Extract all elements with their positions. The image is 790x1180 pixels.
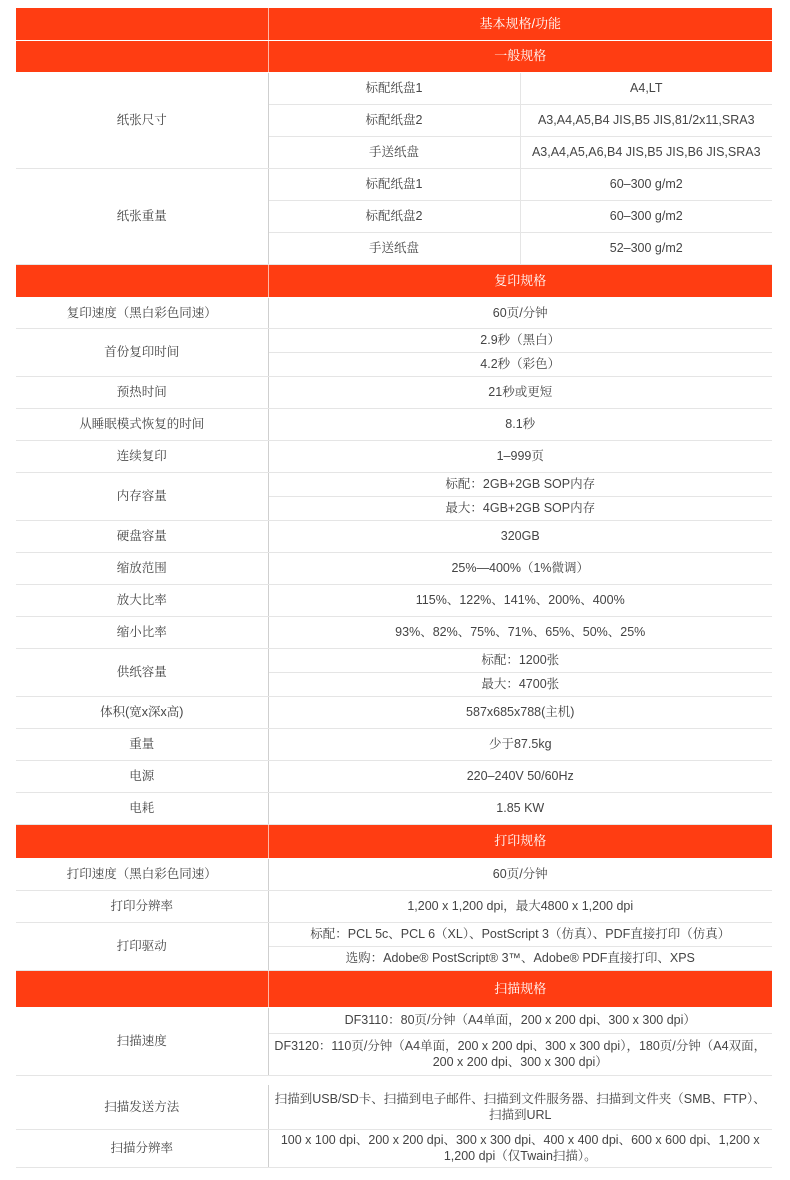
table-row [16,858,772,890]
table-row [16,520,772,552]
table-row [16,890,772,922]
spec-label: 扫描速度 [16,1007,268,1075]
spec-value: DF3120：110页/分钟（A4单面，200 x 200 dpi、300 x 300 dpi），180页/分钟（A4双面，200 x 200 dpi、300 x 300 dpi） [268,1033,772,1075]
table-row [16,1085,772,1129]
spec-value: 选购：Adobe® PostScript® 3™、Adobe® PDF直接打印、XPS [268,946,772,970]
spec-value: 标配：1200张 [268,648,772,672]
spec-value: 587x685x788(主机) [268,696,772,728]
spec-table [16,8,772,1168]
spec-label: 从睡眠模式恢复的时间 [16,408,268,440]
tray-name: 标配纸盘1 [268,168,520,200]
tray-name: 手送纸盘 [268,136,520,168]
header-copy-spec: 复印规格 [268,264,772,297]
spec-label: 复印速度（黑白彩色同速） [16,297,268,328]
spec-label: 连续复印 [16,440,268,472]
table-row [16,408,772,440]
table-row [16,760,772,792]
tray-name: 手送纸盘 [268,232,520,264]
tray-name: 标配纸盘1 [268,72,520,104]
header-scan-spec: 扫描规格 [268,970,772,1007]
spec-value: 少于87.5kg [268,728,772,760]
table-row [16,376,772,408]
spec-value: DF3110：80页/分钟（A4单面，200 x 200 dpi、300 x 300 dpi） [268,1007,772,1033]
spec-label: 硬盘容量 [16,520,268,552]
spec-label: 体积(宽x深x高) [16,696,268,728]
tray-value: 60–300 g/m2 [520,168,772,200]
spec-value: 60页/分钟 [268,858,772,890]
spec-label: 打印速度（黑白彩色同速） [16,858,268,890]
spec-value: 25%—400%（1%微调） [268,552,772,584]
spec-label: 打印分辨率 [16,890,268,922]
spacer-cell [268,1075,772,1085]
table-row [16,552,772,584]
header-blank-cell [16,970,268,1007]
spec-value: 1,200 x 1,200 dpi，最大4800 x 1,200 dpi [268,890,772,922]
spec-label: 供纸容量 [16,648,268,696]
spec-value: 2.9秒（黑白） [268,328,772,352]
spec-label: 电源 [16,760,268,792]
tray-value: A3,A4,A5,B4 JIS,B5 JIS,81/2x11,SRA3 [520,104,772,136]
header-row-general [16,40,772,72]
header-row-scan [16,970,772,1007]
spec-value: 最大：4700张 [268,672,772,696]
spec-label: 首份复印时间 [16,328,268,376]
table-row [16,168,772,200]
spec-value: 1–999页 [268,440,772,472]
header-blank-cell [16,824,268,858]
spec-label: 缩小比率 [16,616,268,648]
tray-value: 52–300 g/m2 [520,232,772,264]
table-row [16,1007,772,1033]
table-row [16,922,772,946]
spec-label: 放大比率 [16,584,268,616]
header-basic-spec: 基本规格/功能 [268,8,772,40]
spec-label: 内存容量 [16,472,268,520]
spacer-row [16,1075,772,1085]
header-row-print [16,824,772,858]
tray-value: 60–300 g/m2 [520,200,772,232]
table-row [16,328,772,352]
table-row [16,696,772,728]
header-row-copy [16,264,772,297]
header-blank-cell [16,8,268,40]
paper-size-label: 纸张尺寸 [16,72,268,168]
spec-value: 320GB [268,520,772,552]
header-blank-cell [16,40,268,72]
spec-value: 21秒或更短 [268,376,772,408]
tray-value: A4,LT [520,72,772,104]
tray-name: 标配纸盘2 [268,104,520,136]
table-row [16,792,772,824]
spec-value: 1.85 KW [268,792,772,824]
spec-value: 115%、122%、141%、200%、400% [268,584,772,616]
spec-label: 打印驱动 [16,922,268,970]
tray-name: 标配纸盘2 [268,200,520,232]
paper-weight-label: 纸张重量 [16,168,268,264]
spec-value: 8.1秒 [268,408,772,440]
spec-value: 4.2秒（彩色） [268,352,772,376]
tray-value: A3,A4,A5,A6,B4 JIS,B5 JIS,B6 JIS,SRA3 [520,136,772,168]
spec-value: 60页/分钟 [268,297,772,328]
spec-label: 缩放范围 [16,552,268,584]
header-blank-cell [16,264,268,297]
spec-label: 扫描分辨率 [16,1129,268,1167]
table-row [16,728,772,760]
table-row [16,1129,772,1167]
table-row [16,648,772,672]
spec-label: 预热时间 [16,376,268,408]
spec-value: 标配：PCL 5c、PCL 6（XL）、PostScript 3（仿真）、PDF直接打印（仿真） [268,922,772,946]
spec-value: 93%、82%、75%、71%、65%、50%、25% [268,616,772,648]
spec-label: 扫描发送方法 [16,1085,268,1129]
spec-value: 100 x 100 dpi、200 x 200 dpi、300 x 300 dpi、400 x 400 dpi、600 x 600 dpi、1,200 x 1,200 dpi（仅Twain扫描）。 [268,1129,772,1167]
header-print-spec: 打印规格 [268,824,772,858]
table-row [16,440,772,472]
spec-value: 扫描到USB/SD卡、扫描到电子邮件、扫描到文件服务器、扫描到文件夹（SMB、FTP）、扫描到URL [268,1085,772,1129]
spacer-cell [16,1075,268,1085]
header-general-spec: 一般规格 [268,40,772,72]
header-row-basic [16,8,772,40]
table-row [16,472,772,496]
table-row [16,616,772,648]
table-row [16,297,772,328]
table-row [16,584,772,616]
spec-value: 最大：4GB+2GB SOP内存 [268,496,772,520]
spec-value: 标配：2GB+2GB SOP内存 [268,472,772,496]
spec-label: 重量 [16,728,268,760]
spec-label: 电耗 [16,792,268,824]
table-row [16,72,772,104]
spec-value: 220–240V 50/60Hz [268,760,772,792]
